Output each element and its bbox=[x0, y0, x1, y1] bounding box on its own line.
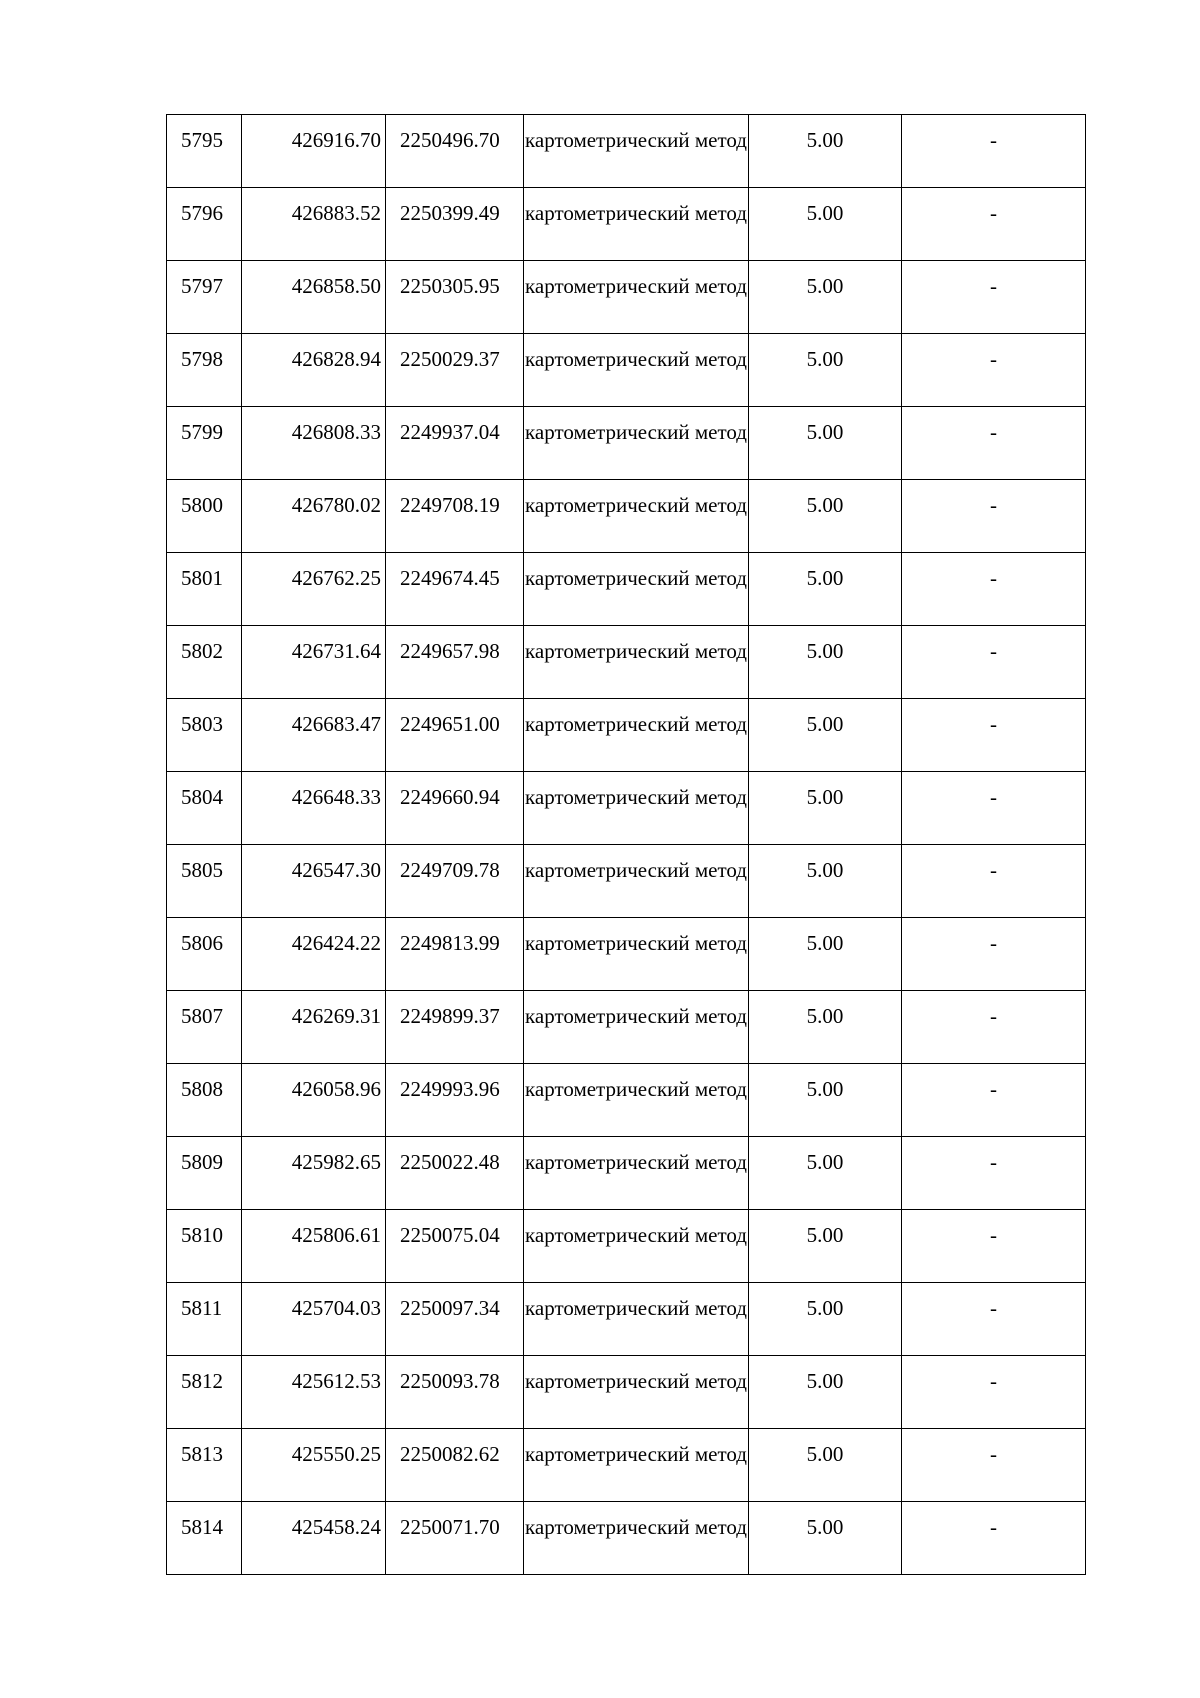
x-coordinate-cell: 426808.33 bbox=[242, 407, 386, 480]
y-coordinate-cell: 2249899.37 bbox=[386, 991, 524, 1064]
y-coordinate-cell: 2250097.34 bbox=[386, 1283, 524, 1356]
point-number-cell: 5803 bbox=[167, 699, 242, 772]
description-cell: - bbox=[902, 1356, 1086, 1429]
point-number-cell: 5805 bbox=[167, 845, 242, 918]
point-number-cell: 5801 bbox=[167, 553, 242, 626]
method-cell: картометрический метод bbox=[524, 553, 749, 626]
x-coordinate-cell: 426424.22 bbox=[242, 918, 386, 991]
method-cell: картометрический метод bbox=[524, 334, 749, 407]
accuracy-cell: 5.00 bbox=[749, 1429, 902, 1502]
description-cell: - bbox=[902, 1137, 1086, 1210]
y-coordinate-cell: 2249708.19 bbox=[386, 480, 524, 553]
x-coordinate-cell: 426683.47 bbox=[242, 699, 386, 772]
accuracy-cell: 5.00 bbox=[749, 1064, 902, 1137]
table-row bbox=[167, 480, 1086, 553]
x-coordinate-cell: 426269.31 bbox=[242, 991, 386, 1064]
accuracy-cell: 5.00 bbox=[749, 188, 902, 261]
method-cell: картометрический метод bbox=[524, 1283, 749, 1356]
point-number-cell: 5799 bbox=[167, 407, 242, 480]
table-row bbox=[167, 407, 1086, 480]
table-row bbox=[167, 918, 1086, 991]
y-coordinate-cell: 2249993.96 bbox=[386, 1064, 524, 1137]
method-cell: картометрический метод bbox=[524, 626, 749, 699]
table-row bbox=[167, 845, 1086, 918]
x-coordinate-cell: 425550.25 bbox=[242, 1429, 386, 1502]
point-number-cell: 5796 bbox=[167, 188, 242, 261]
method-cell: картометрический метод bbox=[524, 772, 749, 845]
x-coordinate-cell: 426883.52 bbox=[242, 188, 386, 261]
description-cell: - bbox=[902, 480, 1086, 553]
point-number-cell: 5798 bbox=[167, 334, 242, 407]
point-number-cell: 5814 bbox=[167, 1502, 242, 1575]
table-row bbox=[167, 1502, 1086, 1575]
y-coordinate-cell: 2249937.04 bbox=[386, 407, 524, 480]
accuracy-cell: 5.00 bbox=[749, 553, 902, 626]
description-cell: - bbox=[902, 1283, 1086, 1356]
y-coordinate-cell: 2249813.99 bbox=[386, 918, 524, 991]
method-cell: картометрический метод bbox=[524, 1210, 749, 1283]
description-cell: - bbox=[902, 407, 1086, 480]
point-number-cell: 5806 bbox=[167, 918, 242, 991]
description-cell: - bbox=[902, 1502, 1086, 1575]
x-coordinate-cell: 426916.70 bbox=[242, 115, 386, 188]
y-coordinate-cell: 2250071.70 bbox=[386, 1502, 524, 1575]
method-cell: картометрический метод bbox=[524, 918, 749, 991]
x-coordinate-cell: 426780.02 bbox=[242, 480, 386, 553]
x-coordinate-cell: 425982.65 bbox=[242, 1137, 386, 1210]
accuracy-cell: 5.00 bbox=[749, 1283, 902, 1356]
method-cell: картометрический метод bbox=[524, 261, 749, 334]
coordinates-table-body bbox=[167, 115, 1086, 1575]
method-cell: картометрический метод bbox=[524, 1064, 749, 1137]
x-coordinate-cell: 426058.96 bbox=[242, 1064, 386, 1137]
method-cell: картометрический метод bbox=[524, 991, 749, 1064]
coordinates-table bbox=[166, 114, 1086, 1575]
y-coordinate-cell: 2250399.49 bbox=[386, 188, 524, 261]
table-row bbox=[167, 553, 1086, 626]
x-coordinate-cell: 426547.30 bbox=[242, 845, 386, 918]
accuracy-cell: 5.00 bbox=[749, 1137, 902, 1210]
description-cell: - bbox=[902, 991, 1086, 1064]
method-cell: картометрический метод bbox=[524, 115, 749, 188]
y-coordinate-cell: 2249660.94 bbox=[386, 772, 524, 845]
accuracy-cell: 5.00 bbox=[749, 626, 902, 699]
accuracy-cell: 5.00 bbox=[749, 845, 902, 918]
x-coordinate-cell: 426828.94 bbox=[242, 334, 386, 407]
y-coordinate-cell: 2250305.95 bbox=[386, 261, 524, 334]
point-number-cell: 5812 bbox=[167, 1356, 242, 1429]
point-number-cell: 5807 bbox=[167, 991, 242, 1064]
y-coordinate-cell: 2249657.98 bbox=[386, 626, 524, 699]
table-row bbox=[167, 1356, 1086, 1429]
x-coordinate-cell: 426858.50 bbox=[242, 261, 386, 334]
x-coordinate-cell: 426762.25 bbox=[242, 553, 386, 626]
y-coordinate-cell: 2249651.00 bbox=[386, 699, 524, 772]
description-cell: - bbox=[902, 918, 1086, 991]
x-coordinate-cell: 425612.53 bbox=[242, 1356, 386, 1429]
point-number-cell: 5802 bbox=[167, 626, 242, 699]
method-cell: картометрический метод bbox=[524, 1502, 749, 1575]
table-row bbox=[167, 1283, 1086, 1356]
y-coordinate-cell: 2250093.78 bbox=[386, 1356, 524, 1429]
method-cell: картометрический метод bbox=[524, 188, 749, 261]
accuracy-cell: 5.00 bbox=[749, 918, 902, 991]
method-cell: картометрический метод bbox=[524, 407, 749, 480]
y-coordinate-cell: 2249674.45 bbox=[386, 553, 524, 626]
accuracy-cell: 5.00 bbox=[749, 699, 902, 772]
point-number-cell: 5813 bbox=[167, 1429, 242, 1502]
x-coordinate-cell: 425806.61 bbox=[242, 1210, 386, 1283]
x-coordinate-cell: 425458.24 bbox=[242, 1502, 386, 1575]
description-cell: - bbox=[902, 772, 1086, 845]
description-cell: - bbox=[902, 115, 1086, 188]
x-coordinate-cell: 426731.64 bbox=[242, 626, 386, 699]
accuracy-cell: 5.00 bbox=[749, 334, 902, 407]
accuracy-cell: 5.00 bbox=[749, 115, 902, 188]
table-row bbox=[167, 1137, 1086, 1210]
accuracy-cell: 5.00 bbox=[749, 1210, 902, 1283]
description-cell: - bbox=[902, 1429, 1086, 1502]
accuracy-cell: 5.00 bbox=[749, 1356, 902, 1429]
point-number-cell: 5795 bbox=[167, 115, 242, 188]
table-row bbox=[167, 699, 1086, 772]
y-coordinate-cell: 2249709.78 bbox=[386, 845, 524, 918]
table-row bbox=[167, 115, 1086, 188]
description-cell: - bbox=[902, 261, 1086, 334]
x-coordinate-cell: 426648.33 bbox=[242, 772, 386, 845]
table-row bbox=[167, 261, 1086, 334]
y-coordinate-cell: 2250496.70 bbox=[386, 115, 524, 188]
y-coordinate-cell: 2250022.48 bbox=[386, 1137, 524, 1210]
point-number-cell: 5804 bbox=[167, 772, 242, 845]
accuracy-cell: 5.00 bbox=[749, 772, 902, 845]
point-number-cell: 5808 bbox=[167, 1064, 242, 1137]
method-cell: картометрический метод bbox=[524, 480, 749, 553]
table-row bbox=[167, 772, 1086, 845]
method-cell: картометрический метод bbox=[524, 1137, 749, 1210]
description-cell: - bbox=[902, 845, 1086, 918]
y-coordinate-cell: 2250075.04 bbox=[386, 1210, 524, 1283]
accuracy-cell: 5.00 bbox=[749, 261, 902, 334]
table-row bbox=[167, 188, 1086, 261]
point-number-cell: 5810 bbox=[167, 1210, 242, 1283]
table-row bbox=[167, 1064, 1086, 1137]
point-number-cell: 5811 bbox=[167, 1283, 242, 1356]
description-cell: - bbox=[902, 699, 1086, 772]
table-row bbox=[167, 1429, 1086, 1502]
method-cell: картометрический метод bbox=[524, 1356, 749, 1429]
description-cell: - bbox=[902, 188, 1086, 261]
description-cell: - bbox=[902, 1210, 1086, 1283]
accuracy-cell: 5.00 bbox=[749, 480, 902, 553]
y-coordinate-cell: 2250082.62 bbox=[386, 1429, 524, 1502]
x-coordinate-cell: 425704.03 bbox=[242, 1283, 386, 1356]
table-row bbox=[167, 1210, 1086, 1283]
point-number-cell: 5800 bbox=[167, 480, 242, 553]
description-cell: - bbox=[902, 334, 1086, 407]
table-row bbox=[167, 991, 1086, 1064]
table-row bbox=[167, 334, 1086, 407]
description-cell: - bbox=[902, 553, 1086, 626]
table-row bbox=[167, 626, 1086, 699]
description-cell: - bbox=[902, 626, 1086, 699]
accuracy-cell: 5.00 bbox=[749, 1502, 902, 1575]
accuracy-cell: 5.00 bbox=[749, 407, 902, 480]
method-cell: картометрический метод bbox=[524, 1429, 749, 1502]
description-cell: - bbox=[902, 1064, 1086, 1137]
point-number-cell: 5797 bbox=[167, 261, 242, 334]
method-cell: картометрический метод bbox=[524, 845, 749, 918]
accuracy-cell: 5.00 bbox=[749, 991, 902, 1064]
method-cell: картометрический метод bbox=[524, 699, 749, 772]
point-number-cell: 5809 bbox=[167, 1137, 242, 1210]
y-coordinate-cell: 2250029.37 bbox=[386, 334, 524, 407]
